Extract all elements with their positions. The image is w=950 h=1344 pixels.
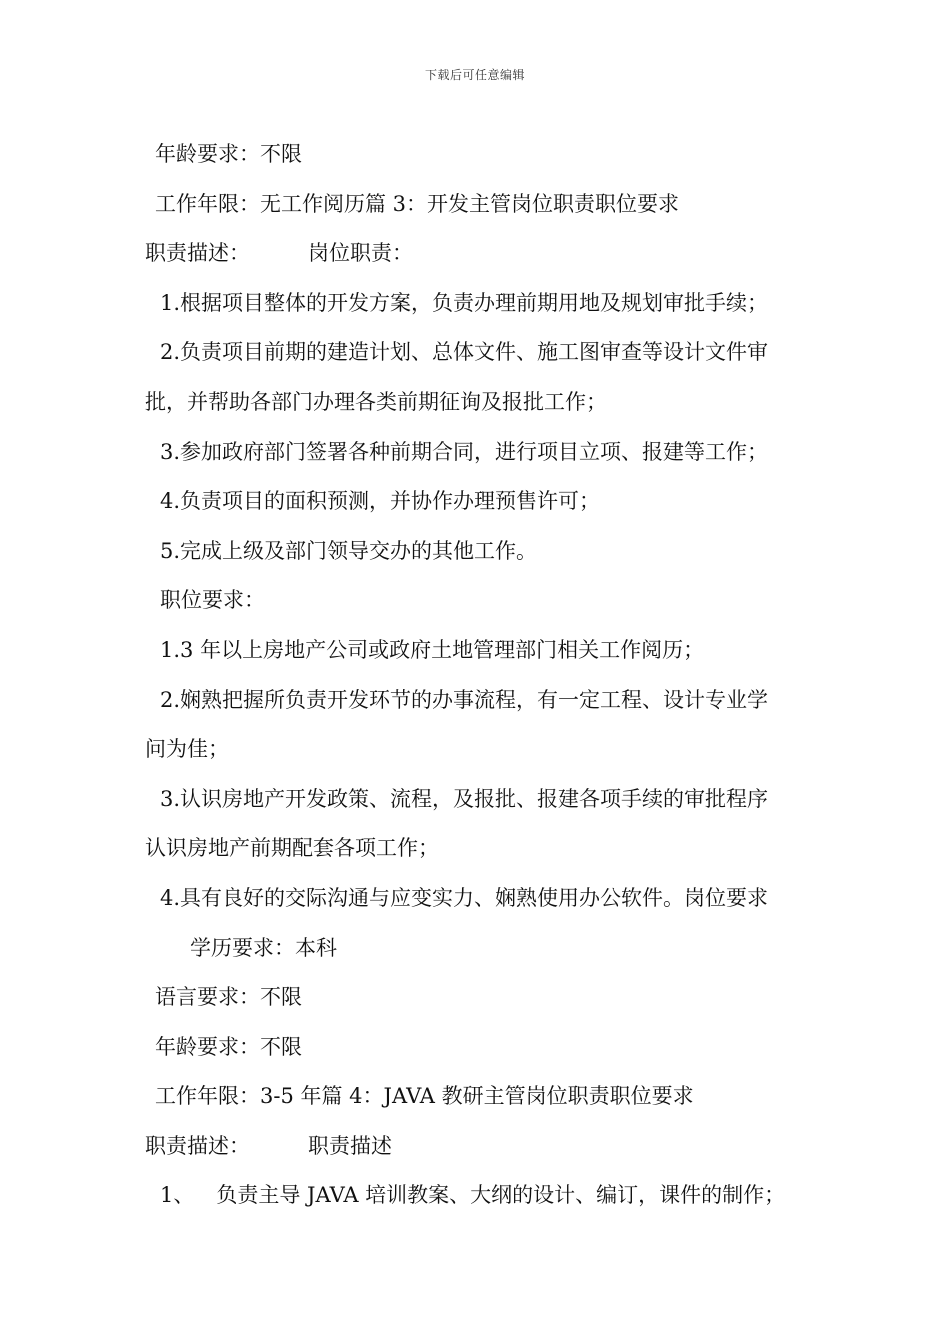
section-heading: 职位要求： <box>160 588 265 613</box>
paragraph-line <box>145 229 815 279</box>
section-label: 职责描述： <box>145 241 250 266</box>
list-item-continuation: 问为佳； <box>145 737 229 762</box>
paragraph-line: 年龄要求：不限 <box>155 142 302 166</box>
page-header: 下载后可任意编辑 <box>424 68 525 82</box>
list-item: 1.根据项目整体的开发方案，负责办理前期用地及规划审批手续； <box>160 290 769 315</box>
paragraph-line: 工作年限：3-5 年篇 4：JAVA 教研主管岗位职责职位要求 <box>155 1084 694 1109</box>
list-marker: 1、 <box>160 1183 195 1208</box>
list-item: 2.负责项目前期的建造计划、总体文件、施工图审查等设计文件审 <box>160 340 769 365</box>
list-item <box>145 1171 815 1221</box>
list-item: 2.娴熟把握所负责开发环节的办事流程，有一定工程、设计专业学 <box>160 687 769 712</box>
list-item-continuation: 批，并帮助各部门办理各类前期征询及报批工作； <box>145 389 607 414</box>
list-item: 3.认识房地产开发政策、流程，及报批、报建各项手续的审批程序 <box>160 786 769 811</box>
section-heading: 职责描述 <box>308 1133 392 1158</box>
list-item: 5.完成上级及部门领导交办的其他工作。 <box>160 538 538 563</box>
list-item: 1.3 年以上房地产公司或政府土地管理部门相关工作阅历； <box>160 637 705 662</box>
paragraph-line: 语言要求：不限 <box>155 985 302 1010</box>
list-item: 4.具有良好的交际沟通与应变实力、娴熟使用办公软件。岗位要求 <box>160 885 769 910</box>
document-body <box>145 130 815 1221</box>
section-label: 职责描述： <box>145 1133 250 1158</box>
section-heading: 岗位职责： <box>308 241 413 266</box>
paragraph-line: 年龄要求：不限 <box>155 1034 302 1059</box>
list-item: 4.负责项目的面积预测，并协作办理预售许可； <box>160 489 601 514</box>
list-item-text: 负责主导 JAVA 培训教案、大纲的设计、编订，课件的制作； <box>216 1183 786 1208</box>
paragraph-line: 学历要求：本科 <box>190 935 337 960</box>
paragraph-line <box>145 1122 815 1172</box>
list-item-continuation: 认识房地产前期配套各项工作； <box>145 836 439 861</box>
paragraph-line: 工作年限：无工作阅历篇 3：开发主管岗位职责职位要求 <box>155 191 680 216</box>
list-item: 3.参加政府部门签署各种前期合同，进行项目立项、报建等工作； <box>160 439 769 464</box>
